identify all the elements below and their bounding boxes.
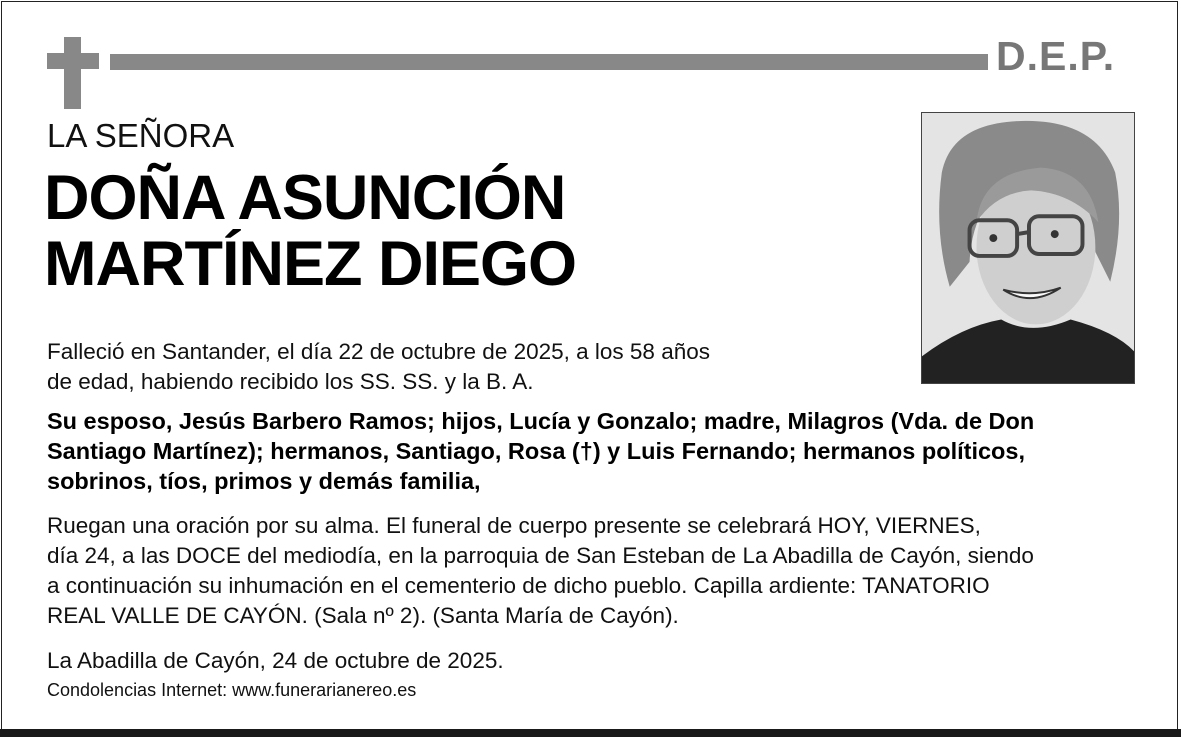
dep-label: D.E.P. — [996, 33, 1116, 79]
text-line: día 24, a las DOCE del mediodía, en la parroquia de San Esteban de La Abadilla de Cayón, siendo — [47, 543, 1034, 568]
name-line: DOÑA ASUNCIÓN — [44, 163, 566, 233]
text-line: a continuación su inhumación en el cementerio de dicho pueblo. Capilla ardiente: TANATORIO — [47, 573, 990, 598]
cross-icon — [47, 37, 99, 109]
text-line: Falleció en Santander, el día 22 de octubre de 2025, a los 58 años — [47, 339, 710, 364]
bottom-rule — [0, 729, 1181, 737]
passing-paragraph — [47, 337, 710, 397]
text-line: REAL VALLE DE CAYÓN. (Sala nº 2). (Santa María de Cayón). — [47, 603, 679, 628]
name-line: MARTÍNEZ DIEGO — [44, 229, 576, 299]
portrait-photo — [921, 112, 1135, 384]
honorific: LA SEÑORA — [47, 117, 235, 154]
deceased-name — [44, 165, 576, 297]
family-paragraph — [47, 406, 1034, 496]
header-rule — [110, 54, 988, 70]
condolences-line: Condolencias Internet: www.funerarianereo.es — [47, 680, 417, 700]
text-line: Ruegan una oración por su alma. El funeral de cuerpo presente se celebrará HOY, VIERNES, — [47, 513, 981, 538]
text-line: de edad, habiendo recibido los SS. SS. y la B. A. — [47, 369, 534, 394]
funeral-paragraph — [47, 511, 1034, 631]
place-date: La Abadilla de Cayón, 24 de octubre de 2025. — [47, 648, 504, 673]
text-line: Su esposo, Jesús Barbero Ramos; hijos, Lucía y Gonzalo; madre, Milagros (Vda. de Don — [47, 408, 1035, 434]
text-line: sobrinos, tíos, primos y demás familia, — [47, 468, 481, 494]
text-line: Santiago Martínez); hermanos, Santiago, Rosa (†) y Luis Fernando; hermanos políticos, — [47, 438, 1026, 464]
